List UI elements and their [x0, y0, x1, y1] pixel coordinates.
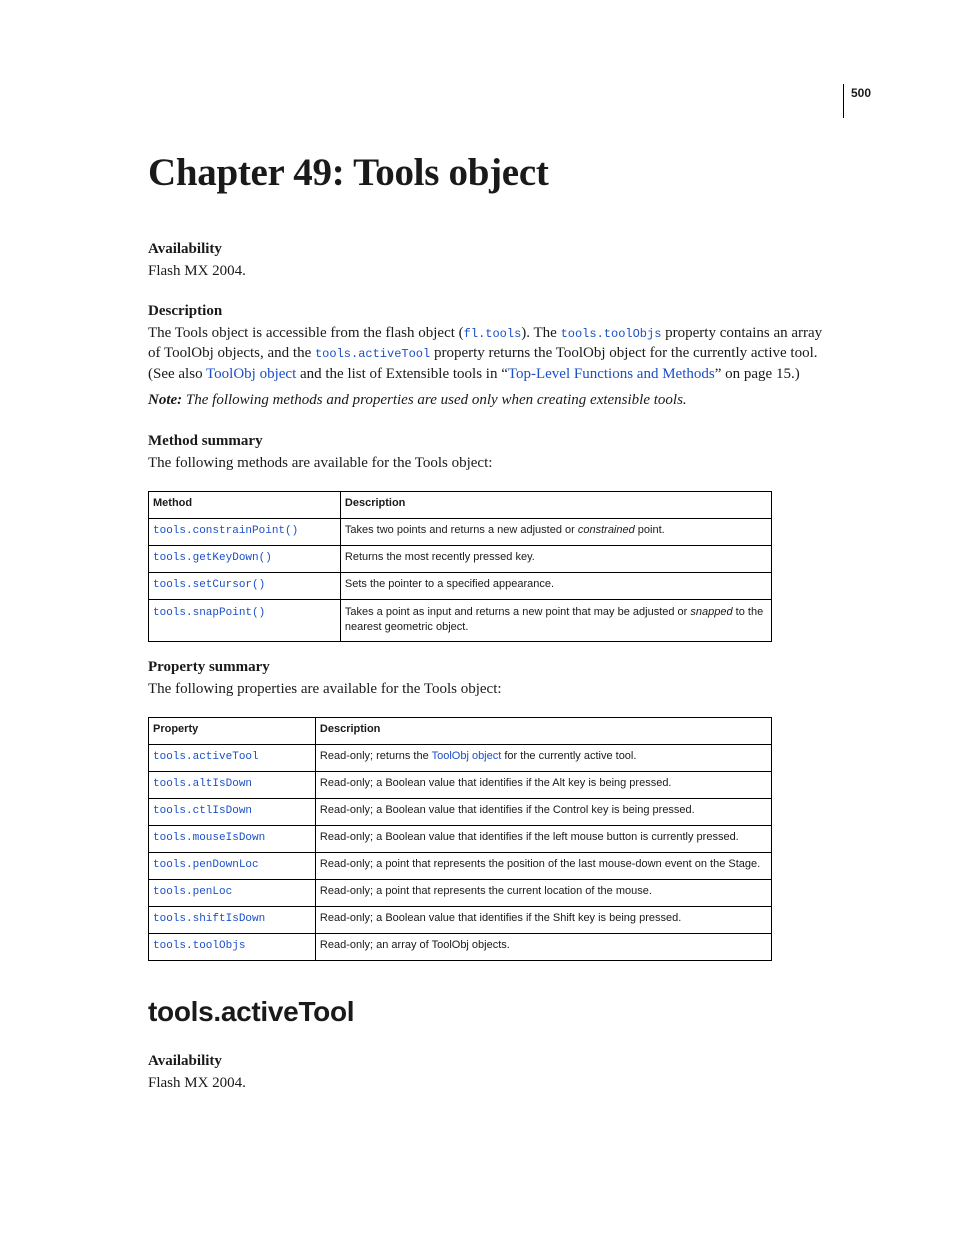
section-title: tools.activeTool [148, 996, 355, 1027]
property-link[interactable]: tools.mouseIsDown [153, 832, 266, 844]
property-link[interactable]: tools.activeTool [153, 751, 259, 763]
note [148, 392, 687, 409]
table-row [149, 853, 772, 880]
toolobj-object-link[interactable]: ToolObj object [206, 365, 297, 382]
tools-toolobjs-link[interactable]: tools.toolObjs [560, 327, 662, 341]
property-description: Read-only; a Boolean value that identifies if the Alt key is being pressed. [315, 772, 771, 799]
property-link[interactable]: tools.ctlIsDown [153, 805, 253, 817]
page-number: 500 [851, 86, 872, 100]
property-description: Read-only; returns the ToolObj object for the currently active tool. [315, 745, 771, 772]
description-text: The Tools object is accessible from the flash object ( [148, 325, 464, 341]
description-paragraph [148, 324, 838, 384]
description-text: property contains an array of ToolObj objects, and the [148, 325, 823, 362]
table-row [149, 907, 772, 934]
note-text: The following methods and properties are used only when creating extensible tools. [182, 392, 687, 408]
property-description: Read-only; a Boolean value that identifies if the left mouse button is currently pressed. [315, 826, 771, 853]
chapter-title: Chapter 49: Tools object [148, 151, 549, 194]
table-header-row [149, 492, 772, 519]
property-link[interactable]: tools.penDownLoc [153, 859, 259, 871]
table-row [149, 934, 772, 961]
method-description: Takes a point as input and returns a new point that may be adjusted or snapped to the nearest geometric object. [340, 600, 771, 642]
property-description: Read-only; a Boolean value that identifies if the Control key is being pressed. [315, 799, 771, 826]
section-availability-heading: Availability [148, 1053, 222, 1069]
fl-tools-link[interactable]: fl.tools [463, 327, 522, 341]
top-level-functions-link[interactable]: Top-Level Functions and Methods [507, 365, 715, 382]
tools-activetool-link[interactable]: tools.activeTool [314, 347, 431, 362]
table-row [149, 600, 772, 642]
table-row [149, 745, 772, 772]
method-summary-table [148, 491, 772, 642]
column-header-description: Description [315, 718, 771, 745]
table-row [149, 772, 772, 799]
property-link[interactable]: tools.toolObjs [153, 940, 246, 952]
description-heading: Description [148, 303, 223, 319]
property-summary-heading: Property summary [148, 659, 270, 675]
method-link[interactable]: tools.constrainPoint() [153, 525, 299, 537]
description-text: and the list of Extensible tools in “ [296, 365, 508, 382]
table-row [149, 799, 772, 826]
description-text: ). The [521, 325, 561, 341]
property-link[interactable]: tools.altIsDown [153, 778, 253, 790]
method-link[interactable]: tools.setCursor() [153, 579, 266, 591]
property-link[interactable]: tools.penLoc [153, 886, 233, 898]
property-description: Read-only; an array of ToolObj objects. [315, 934, 771, 961]
description-text: ” on page 15.) [714, 365, 800, 382]
table-row [149, 573, 772, 600]
property-summary-table [148, 717, 772, 961]
method-link[interactable]: tools.snapPoint() [153, 607, 266, 619]
method-summary-heading: Method summary [148, 433, 263, 449]
table-row [149, 546, 772, 573]
column-header-method: Method [149, 492, 341, 519]
description-text: property returns the ToolObj object for the currently active tool. (See also [148, 345, 818, 382]
property-link[interactable]: tools.shiftIsDown [153, 913, 266, 925]
property-summary-intro: The following properties are available for the Tools object: [148, 681, 502, 697]
section-availability-text: Flash MX 2004. [148, 1075, 246, 1091]
column-header-description: Description [340, 492, 771, 519]
property-description: Read-only; a point that represents the current location of the mouse. [315, 880, 771, 907]
column-header-property: Property [149, 718, 316, 745]
property-description: Read-only; a point that represents the position of the last mouse-down event on the Stage. [315, 853, 771, 880]
method-description: Sets the pointer to a specified appearance. [340, 573, 771, 600]
note-label: Note: [148, 392, 183, 408]
method-description: Takes two points and returns a new adjusted or constrained point. [340, 519, 771, 546]
toolobj-object-link[interactable]: ToolObj object [431, 750, 502, 762]
method-link[interactable]: tools.getKeyDown() [153, 552, 272, 564]
table-header-row [149, 718, 772, 745]
table-row [149, 880, 772, 907]
method-summary-intro: The following methods are available for the Tools object: [148, 455, 493, 471]
method-description: Returns the most recently pressed key. [340, 546, 771, 573]
page-number-rule [843, 84, 844, 118]
availability-text: Flash MX 2004. [148, 263, 246, 279]
availability-heading: Availability [148, 241, 222, 257]
table-row [149, 826, 772, 853]
property-description: Read-only; a Boolean value that identifies if the Shift key is being pressed. [315, 907, 771, 934]
table-row [149, 519, 772, 546]
